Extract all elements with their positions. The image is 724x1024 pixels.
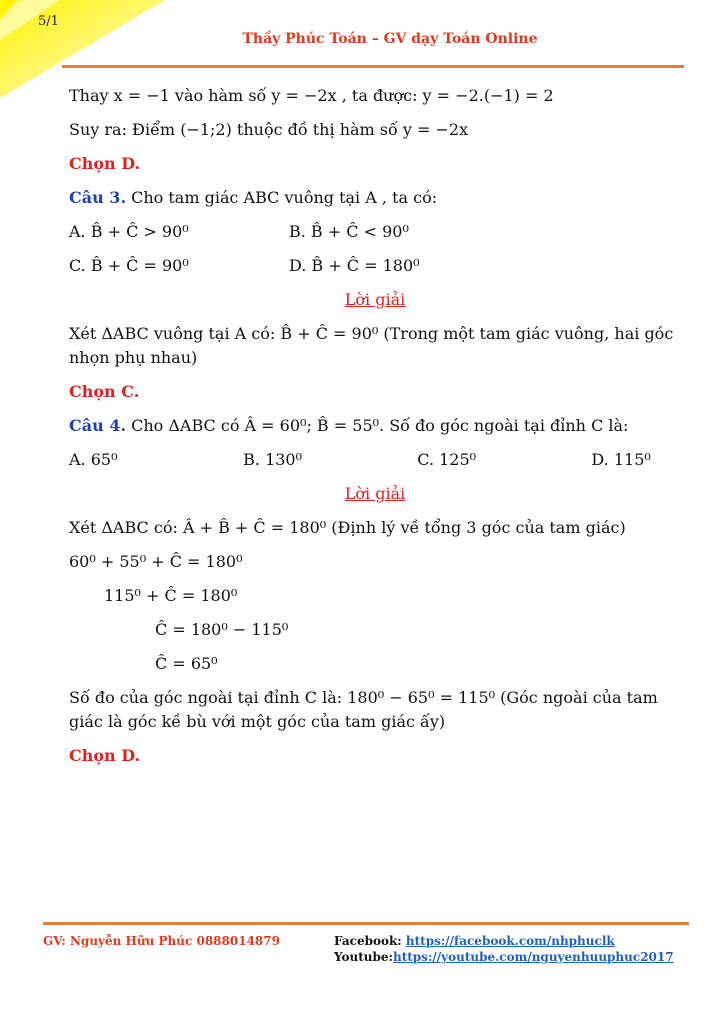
option-d: D. B̂ + Ĉ = 180⁰	[289, 256, 420, 275]
answer-choice: Chọn D.	[69, 746, 141, 765]
option-b: B. 130⁰	[243, 450, 303, 469]
solution-heading: Lời giải	[344, 290, 406, 309]
header-rule	[62, 65, 684, 68]
question-label: Câu 3.	[69, 188, 127, 207]
youtube-label: Youtube:	[334, 950, 393, 964]
equation-step: Ĉ = 65⁰	[155, 654, 218, 673]
question-label: Câu 4.	[69, 416, 127, 435]
answer-choice: Chọn C.	[69, 382, 140, 401]
header-title: Thầy Phúc Toán – GV dạy Toán Online	[242, 31, 538, 47]
question-text: Cho ΔABC có Â = 60⁰; B̂ = 55⁰. Số đo góc ngoài tại đỉnh C là:	[126, 416, 629, 435]
page-number: 5/1	[38, 14, 59, 29]
option-a: A. B̂ + Ĉ > 90⁰	[69, 222, 189, 241]
equation-step: 60⁰ + 55⁰ + Ĉ = 180⁰	[69, 552, 243, 571]
options-row	[69, 254, 681, 278]
facebook-label: Facebook:	[334, 934, 406, 948]
solution-text: Xét ΔABC vuông tại A có: B̂ + Ĉ = 90⁰ (Trong một tam giác vuông, hai góc nhọn phụ nhau)	[69, 324, 674, 367]
option-d: D. 115⁰	[591, 450, 651, 469]
text-line: Suy ra: Điểm (−1;2) thuộc đồ thị hàm số y = −2x	[69, 120, 469, 139]
document-body	[69, 84, 681, 778]
answer-choice: Chọn D.	[69, 154, 141, 173]
equation-step: Ĉ = 180⁰ − 115⁰	[155, 620, 289, 639]
equation-step: 115⁰ + Ĉ = 180⁰	[104, 586, 238, 605]
option-b: B. B̂ + Ĉ < 90⁰	[289, 222, 409, 241]
question-text: Cho tam giác ABC vuông tại A , ta có:	[126, 188, 438, 207]
text-line: Thay x = −1 vào hàm số y = −2x , ta được: y = −2.(−1) = 2	[69, 86, 554, 105]
footer-teacher: GV: Nguyễn Hữu Phúc 0888014879	[43, 934, 280, 948]
youtube-line	[334, 949, 674, 965]
facebook-line	[334, 933, 674, 949]
solution-heading: Lời giải	[344, 484, 406, 503]
options-row	[69, 448, 681, 472]
footer-links	[334, 933, 674, 965]
youtube-link[interactable]: https://youtube.com/nguyenhuuphuc2017	[392, 950, 674, 964]
option-a: A. 65⁰	[69, 450, 118, 469]
question-3	[69, 186, 681, 210]
facebook-link[interactable]: https://facebook.com/nhphuclk	[405, 934, 615, 948]
solution-text: Xét ΔABC có: Â + B̂ + Ĉ = 180⁰ (Định lý về tổng 3 góc của tam giác)	[69, 518, 626, 537]
footer-rule	[43, 922, 689, 925]
question-4	[69, 414, 681, 438]
option-c: C. B̂ + Ĉ = 90⁰	[69, 256, 189, 275]
solution-conclusion: Số đo của góc ngoài tại đỉnh C là: 180⁰ − 65⁰ = 115⁰ (Góc ngoài của tam giác là góc kề bù với một góc của tam giác ấy)	[69, 688, 658, 731]
options-row	[69, 220, 681, 244]
option-c: C. 125⁰	[417, 450, 477, 469]
